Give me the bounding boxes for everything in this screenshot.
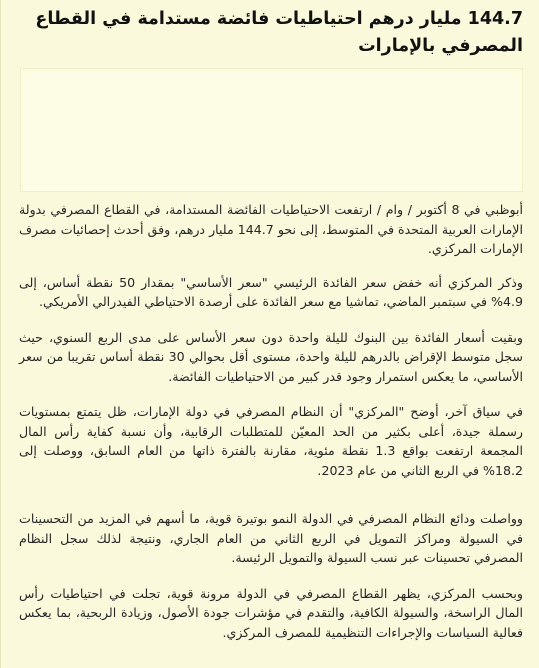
article-paragraph-1: أبوظبي في 8 أكتوبر / وام / ارتفعت الاحتياطيات الفائضة المستدامة، في القطاع المصرفي بدولة الإمارات العربية المتحدة في المتوسط، إلى نحو 144.7 مليار درهم، وفق أحدث إحصائيات مصرف الإمارات المركزي. (19, 202, 524, 256)
article-paragraph-6: وبحسب المركزي، يظهر القطاع المصرفي في الدولة مرونة قوية، تجلت في احتياطيات رأس المال الراسخة، والسيولة الكافية، والتقدم في مؤشرات جودة الأصول، وزيادة الربحية، بما يعكس فعالية السياسات والإجراءات التنظيمية للمصرف المركزي. (19, 585, 523, 640)
article-paragraph-4: في سياق آخر، أوضح "المركزي" أن النظام المصرفي في دولة الإمارات، ظل يتمتع بمستويات رسملة جيدة، أعلى بكثير من الحد المعيّن للمتطلبات الرقابية، وأن نسبة كفاية رأس المال المجمعة ارتفعت بواقع 1.3 نقطة مئوية، مقارنة بالفترة ذاتها من العام السابق، ووصلت إلى 18.2% في الربع الثاني من عام 2023. (19, 404, 523, 478)
article-image-placeholder (20, 68, 523, 192)
article-paragraph-5: وواصلت ودائع النظام المصرفي في الدولة النمو بوتيرة قوية، ما أسهم في المزيد من التحسينات في السيولة ومراكز التمويل في الربع الثاني من العام الجاري، ونتيجة لذلك سجل النظام المصرفي تحسينات عبر نسب السيولة والتمويل الرئيسة. (19, 511, 523, 565)
article-headline: 144.7 مليار درهم احتياطيات فائضة مستدامة في القطاع المصرفي بالإمارات (35, 9, 523, 56)
article-paragraph-3: وبقيت أسعار الفائدة بين البنوك لليلة واحدة دون سعر الأساس على مدى الربع السنوي، حيث سجل متوسط الإقراض بالدرهم لليلة واحدة، مستوى أقل بحوالي 30 نقطة أساس تقريبا من سعر الأساسي، ما يعكس استمرار وجود قدر كبير من الاحتياطيات الفائضة. (19, 329, 523, 384)
article-body (19, 200, 523, 642)
article-paragraph-2: وذكر المركزي أنه خفض سعر الفائدة الرئيسي "سعر الأساسي" بمقدار 50 نقطة أساس، إلى 4.9% في سبتمبر الماضي، تماشيا مع سعر الفائدة على أرصدة الاحتياطي الفيدرالي الأمريكي. (19, 274, 523, 309)
